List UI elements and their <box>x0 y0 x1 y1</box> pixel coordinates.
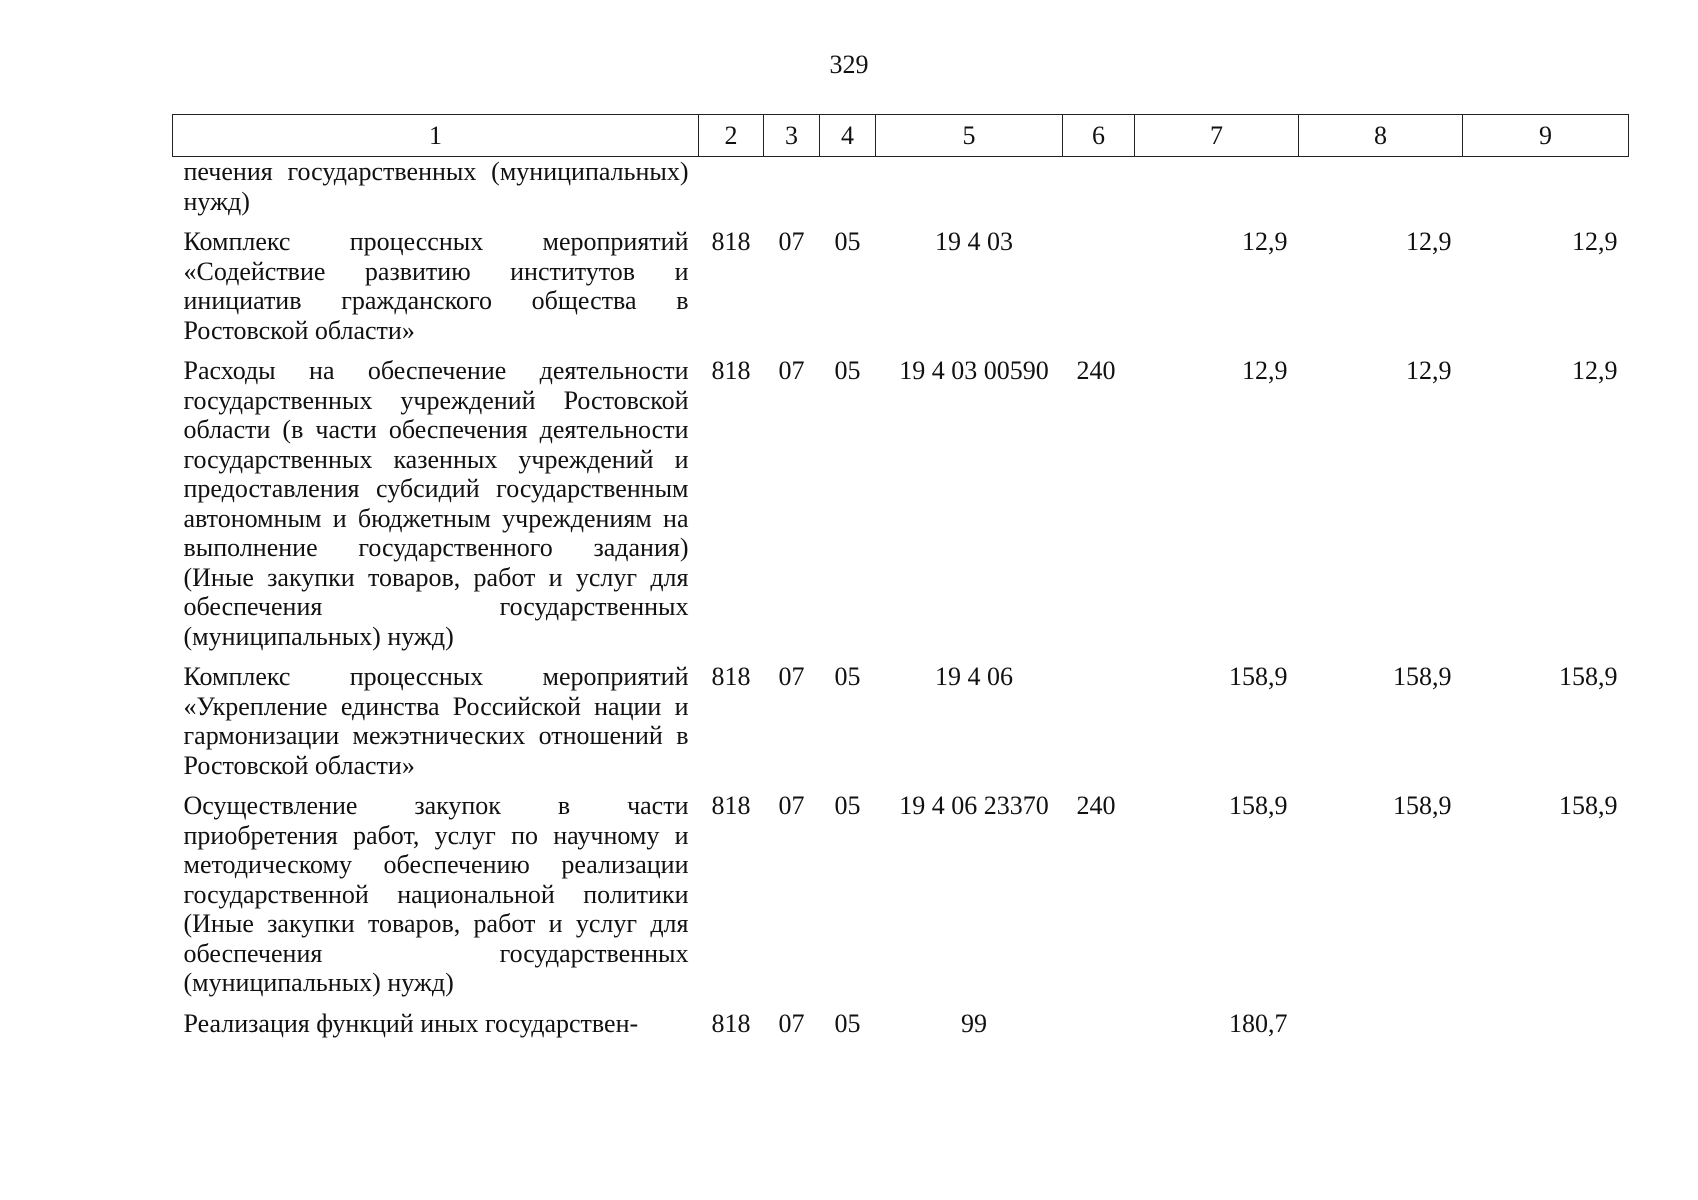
cell-col3: 07 <box>778 227 805 256</box>
cell-col7: 12,9 <box>1242 356 1288 385</box>
column-header-3: 3 <box>764 115 820 157</box>
cell-col2 <box>699 157 764 228</box>
cell-col4: 05 <box>834 662 861 691</box>
cell-col9: 12,9 <box>1572 227 1618 256</box>
cell-col7 <box>1135 157 1299 228</box>
column-header-1: 1 <box>173 115 699 157</box>
cell-col4: 05 <box>834 227 861 256</box>
budget-table <box>172 114 1629 1049</box>
row-description: Расходы на обеспечение деятельности государственных учреждений Ростовской области (в части обеспечения деятельности государственных казенных учреждений и предоставления субсидий государственным автономным и бюджетным учреждениям на выполнение государственного задания) (Иные закупки товаров, работ и услуг для обеспечения государственных (муниципальных) нужд) <box>183 356 689 651</box>
column-header-4: 4 <box>820 115 876 157</box>
cell-col6 <box>1063 227 1135 356</box>
column-header-2: 2 <box>699 115 764 157</box>
row-description: Осуществление закупок в части приобретения работ, услуг по научному и методическому обеспечению реализации государственной национальной политики (Иные закупки товаров, работ и услуг для обеспечения государственных (муниципальных) нужд) <box>183 791 689 997</box>
table-row <box>173 356 1629 662</box>
cell-col6 <box>1063 1009 1135 1050</box>
cell-col8 <box>1299 157 1463 228</box>
cell-col4: 05 <box>834 791 861 820</box>
page-number: 329 <box>829 50 869 79</box>
cell-col3: 07 <box>778 1008 805 1038</box>
column-header-8: 8 <box>1299 115 1463 157</box>
cell-col9 <box>1463 1009 1629 1050</box>
cell-col2: 818 <box>711 1008 751 1038</box>
column-header-7: 7 <box>1135 115 1299 157</box>
cell-col6 <box>1063 662 1135 791</box>
row-description: печения государственных (муниципальных) нужд) <box>183 157 689 216</box>
cell-col3: 07 <box>778 791 805 820</box>
cell-col6 <box>1063 157 1135 228</box>
cell-col3: 07 <box>778 662 805 691</box>
table-row <box>173 1009 1629 1050</box>
table-header <box>173 115 1629 157</box>
row-description: Комплекс процессных мероприятий «Укрепление единства Российской нации и гармонизации межэтнических отношений в Ростовской области» <box>183 662 689 780</box>
cell-col5: 19 4 03 <box>935 227 1013 256</box>
cell-col8: 158,9 <box>1393 791 1452 820</box>
table-row <box>173 157 1629 228</box>
cell-col5: 19 4 06 23370 <box>899 791 1049 820</box>
row-description: Реализация функций иных государствен- <box>183 1008 639 1038</box>
cell-col3 <box>764 157 820 228</box>
cell-col5: 19 4 06 <box>935 662 1013 691</box>
table-body <box>173 157 1629 1050</box>
cell-col7: 158,9 <box>1229 662 1288 691</box>
cell-col2: 818 <box>711 791 751 820</box>
cell-col6: 240 <box>1076 791 1116 820</box>
cell-col9: 158,9 <box>1559 791 1618 820</box>
cell-col7: 158,9 <box>1229 791 1288 820</box>
cell-col2: 818 <box>711 227 751 256</box>
cell-col7: 180,7 <box>1229 1008 1288 1038</box>
header-row <box>173 115 1629 157</box>
cell-col5 <box>876 157 1063 228</box>
cell-col3: 07 <box>778 356 805 385</box>
table-row <box>173 791 1629 1009</box>
column-header-9: 9 <box>1463 115 1629 157</box>
cell-col6: 240 <box>1076 356 1116 385</box>
cell-col8 <box>1299 1009 1463 1050</box>
column-header-5: 5 <box>876 115 1063 157</box>
cell-col8: 12,9 <box>1406 356 1452 385</box>
cell-col5: 99 <box>961 1008 987 1038</box>
cell-col2: 818 <box>711 662 751 691</box>
column-header-6: 6 <box>1063 115 1135 157</box>
table-row <box>173 227 1629 356</box>
cell-col9 <box>1463 157 1629 228</box>
cell-col8: 12,9 <box>1406 227 1452 256</box>
cell-col9: 158,9 <box>1559 662 1618 691</box>
cell-col9: 12,9 <box>1572 356 1618 385</box>
row-description: Комплекс процессных мероприятий «Содействие развитию институтов и инициатив гражданского общества в Ростовской области» <box>183 227 689 345</box>
table-row <box>173 662 1629 791</box>
cell-col8: 158,9 <box>1393 662 1452 691</box>
cell-col4 <box>820 157 876 228</box>
cell-col4: 05 <box>834 1008 861 1038</box>
cell-col5: 19 4 03 00590 <box>899 356 1049 385</box>
cell-col2: 818 <box>711 356 751 385</box>
cell-col4: 05 <box>834 356 861 385</box>
cell-col7: 12,9 <box>1242 227 1288 256</box>
